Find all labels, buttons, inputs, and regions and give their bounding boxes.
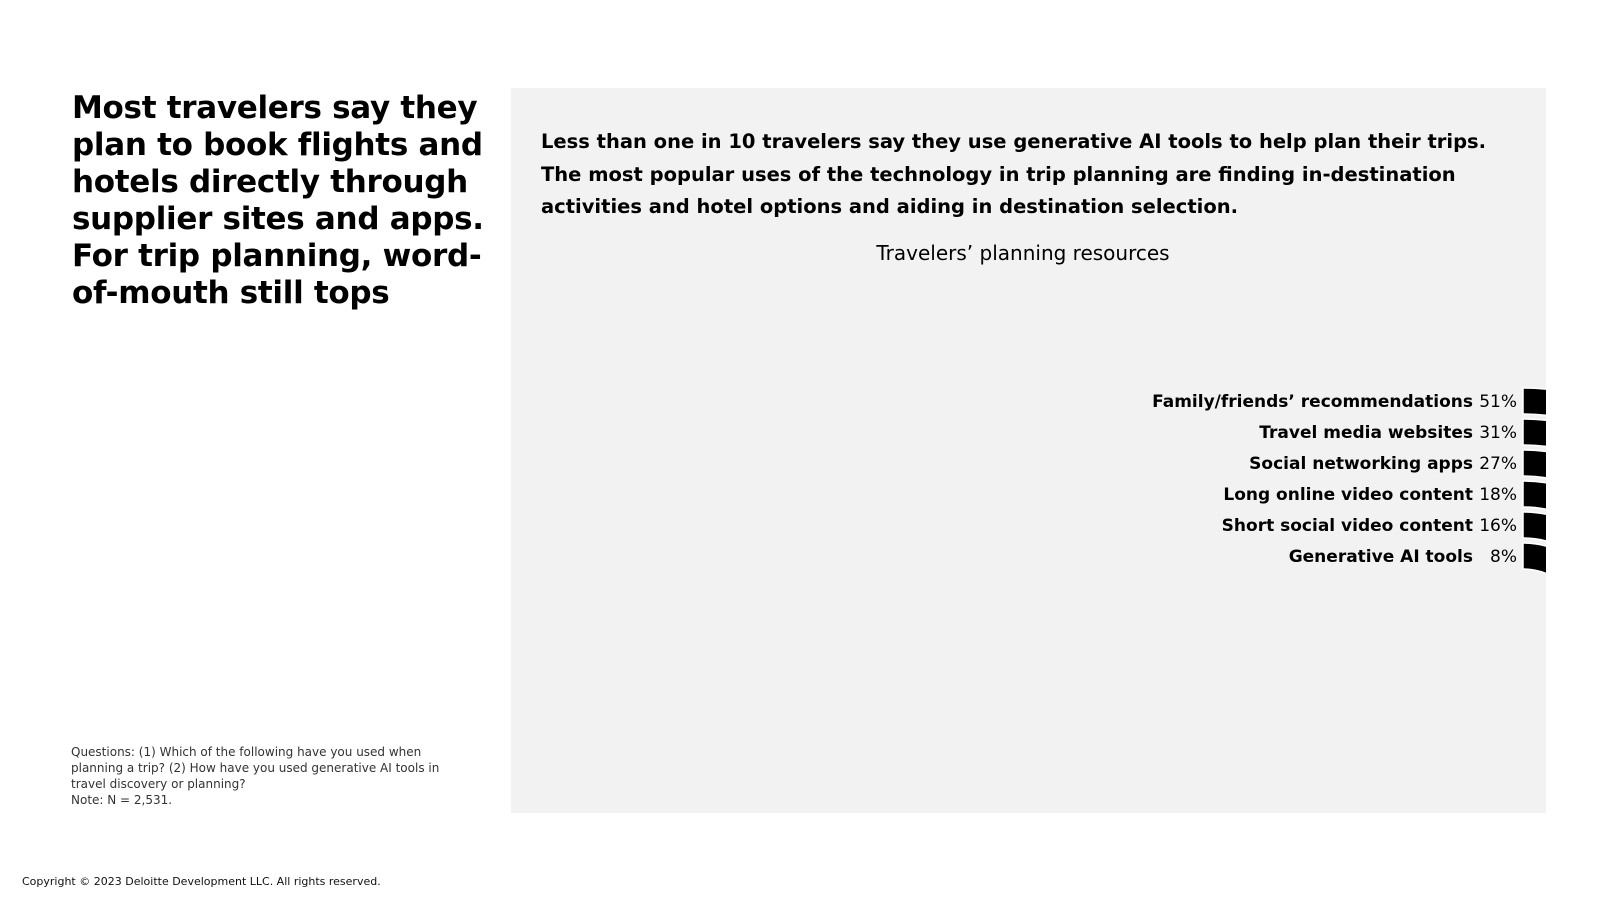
chart-panel	[511, 88, 1546, 813]
category-label-6: Generative AI tools	[1288, 547, 1473, 567]
notes	[71, 744, 476, 808]
category-label-1: Family/friends’ recommendations	[1152, 392, 1473, 412]
copyright: Copyright © 2023 Deloitte Development LLC. All rights reserved.	[22, 875, 381, 888]
radial-bar-6	[1523, 543, 1546, 577]
notes-sample-size: Note: N = 2,531.	[71, 793, 173, 807]
panel-headline: Less than one in 10 travelers say they use generative AI tools to help plan their trips. The most popular uses of the technology in trip planning are finding in-destination activities and hotel options and aiding in destination selection.	[541, 130, 1487, 218]
value-label-4: 18%	[1479, 485, 1517, 505]
chart-title: Travelers’ planning resources	[876, 241, 1170, 265]
category-label-3: Social networking apps	[1249, 454, 1473, 474]
value-label-3: 27%	[1479, 454, 1517, 474]
value-label-5: 16%	[1479, 516, 1517, 536]
category-label-4: Long online video content	[1223, 485, 1473, 505]
slide-title: Most travelers say they plan to book flights and hotels directly through supplier sites and apps. For trip planning, word-of-mouth still tops	[72, 90, 484, 311]
category-label-5: Short social video content	[1221, 516, 1473, 536]
notes-questions: Questions: (1) Which of the following have you used when planning a trip? (2) How have you used generative AI tools in travel discovery or planning?	[71, 745, 440, 791]
value-label-2: 31%	[1479, 423, 1517, 443]
category-label-2: Travel media websites	[1259, 423, 1473, 443]
value-label-1: 51%	[1479, 392, 1517, 412]
value-label-6: 8%	[1490, 547, 1517, 567]
radial-bar-chart	[511, 88, 1546, 813]
